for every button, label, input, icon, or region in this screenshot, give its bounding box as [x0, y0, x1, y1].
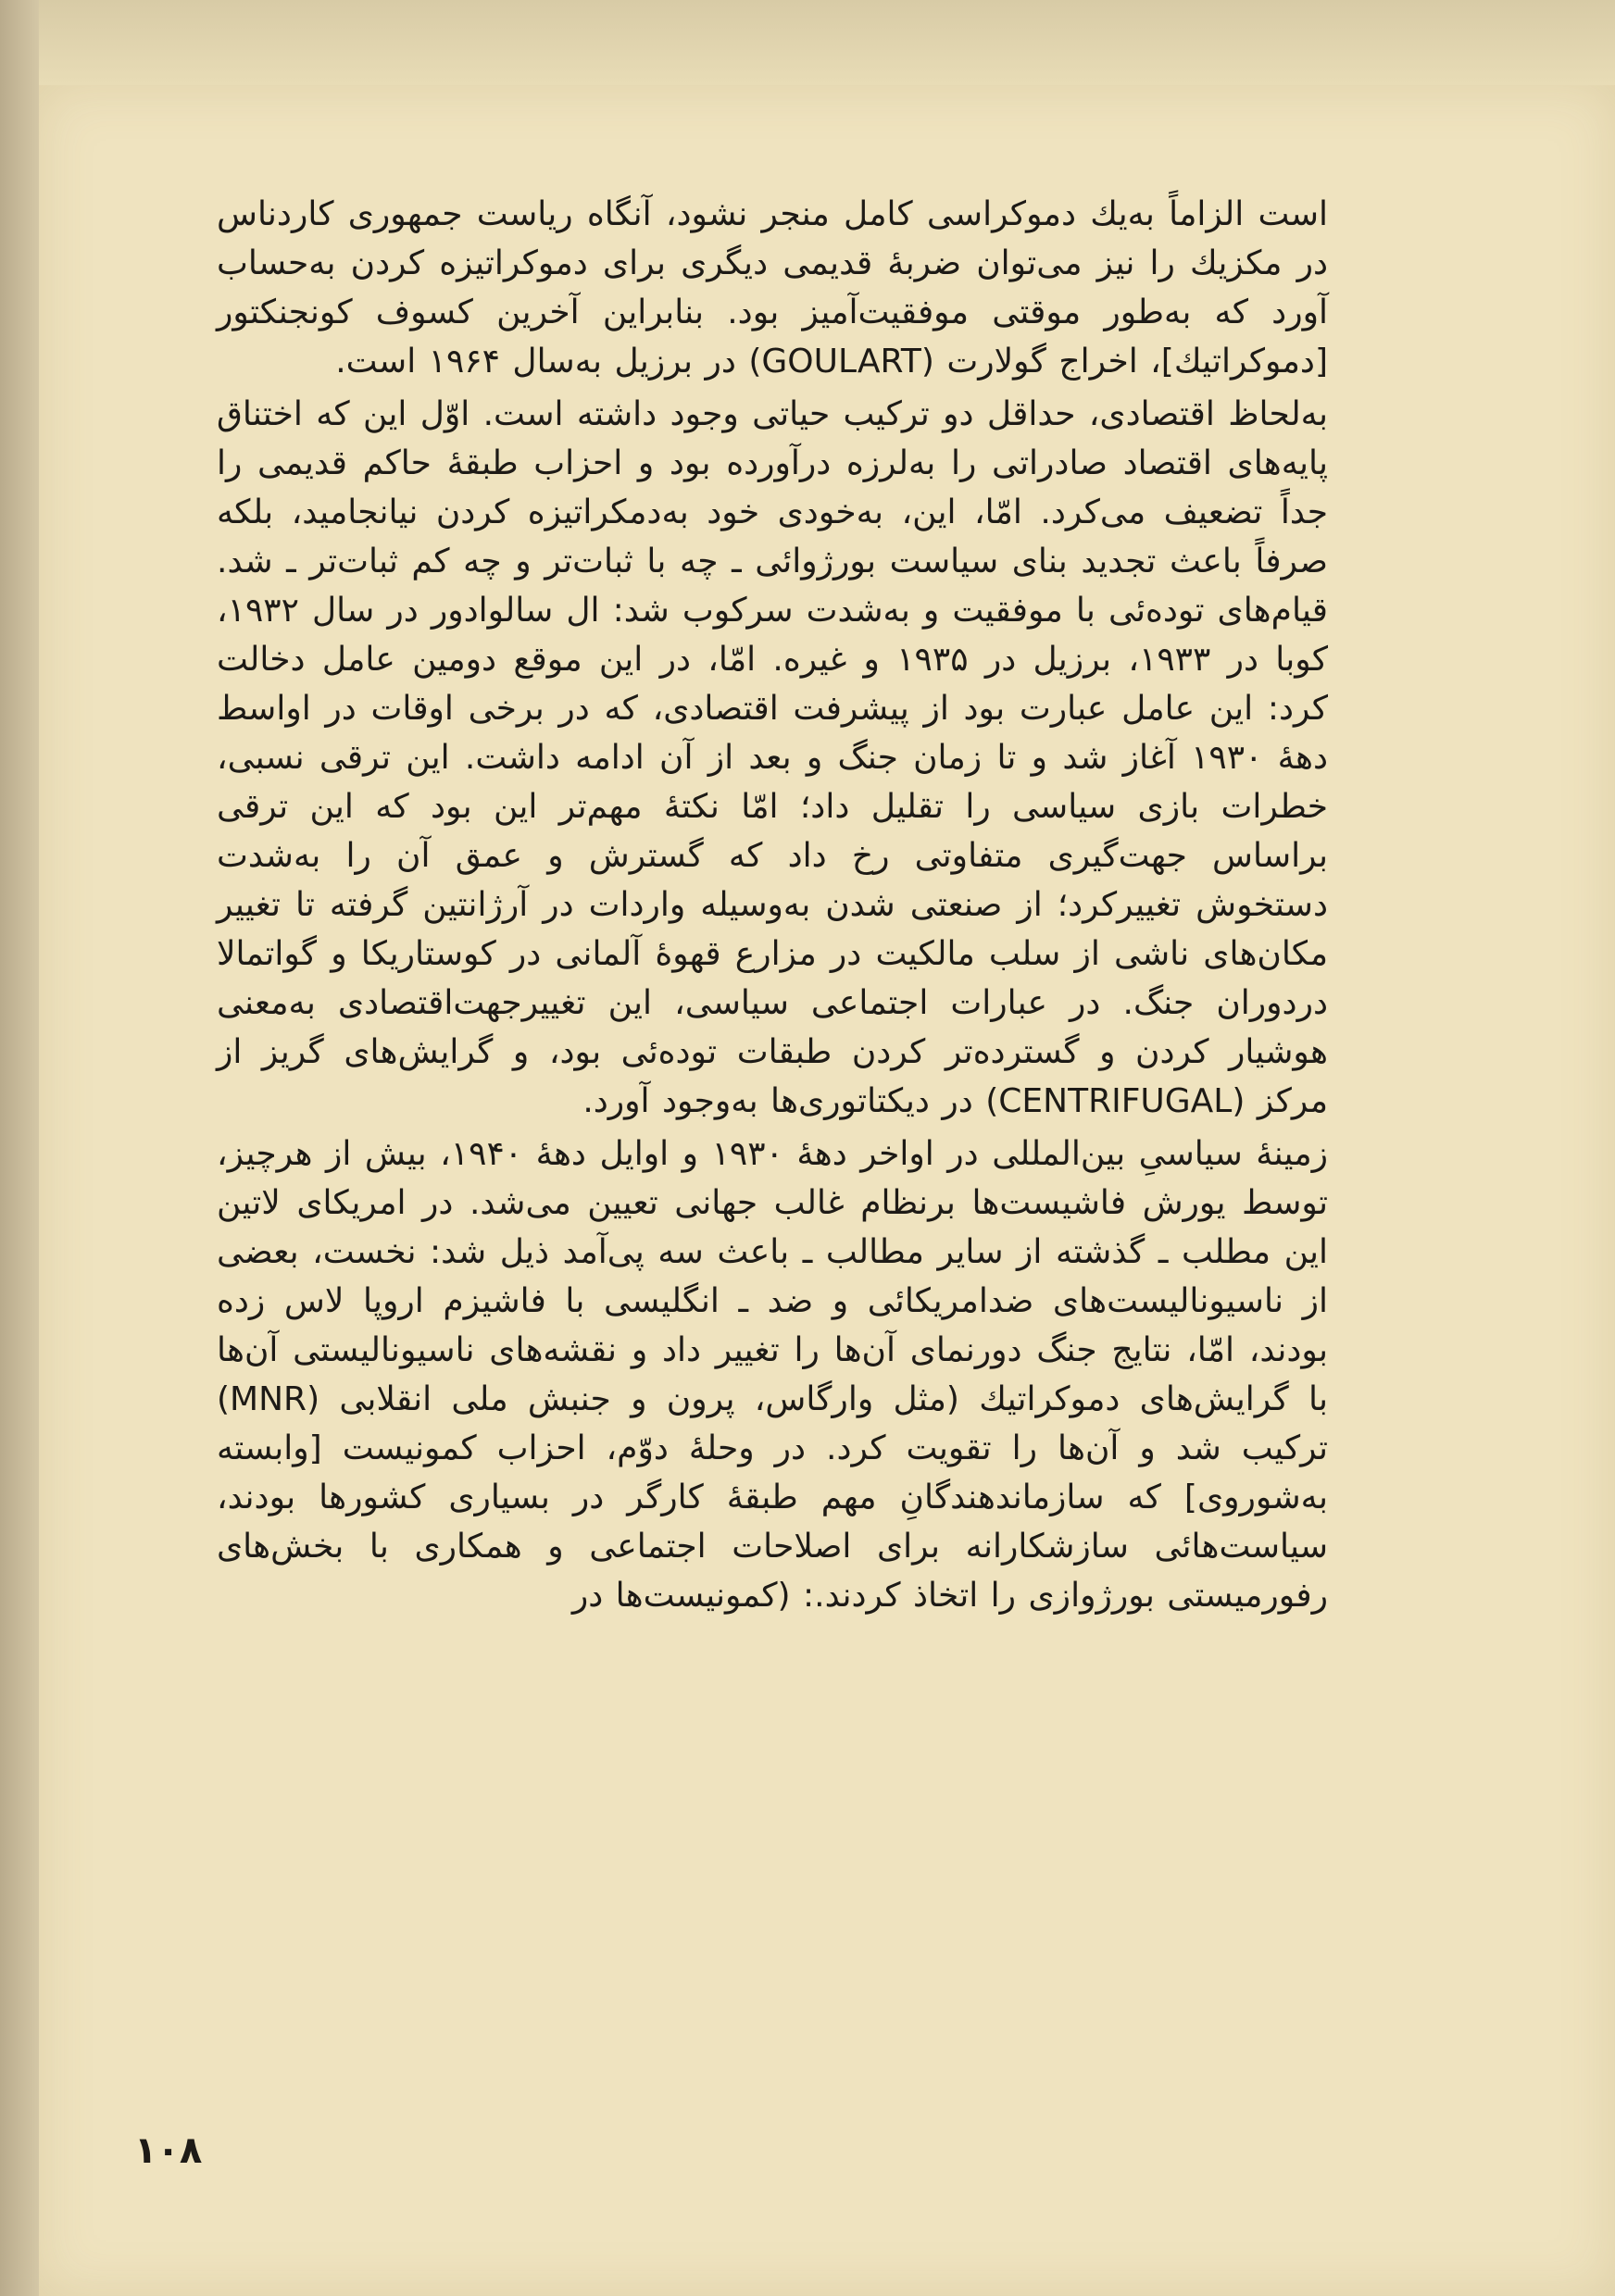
page-number: ۱۰۸ [134, 2129, 203, 2172]
paragraph-2: به‌لحاظ اقتصادی، حداقل دو تركیب حیاتی وجود داشته است. اوّل این كه اختناق پایه‌های اقتصاد صادراتی را به‌لرزه درآورده بود و احزاب طبقهٔ حاكم قدیمی را جداً تضعیف می‌كرد. امّا، این، به‌خودی خود به‌دمكراتیزه كردن نیانجامید، بلكه صرفاً باعث تجدید بنای سیاست بورژوائی ـ چه با ثبات‌تر و چه كم ثبات‌تر ـ شد. قیام‌های توده‌ئی با موفقیت و به‌شدت سركوب شد: ال سالوادور در سال ۱۹۳۲، كوبا در ۱۹۳۳، برزیل در ۱۹۳۵ و غیره. امّا، در این موقع دومین عامل دخالت كرد: این عامل عبارت بود از پیشرفت اقتصادی، كه در برخی اوقات در اواسط دههٔ ۱۹۳۰ آغاز شد و تا زمان جنگ و بعد از آن ادامه داشت. این ترقی نسبی، خطرات بازی سیاسی را تقلیل داد؛ امّا نكتهٔ مهم‌تر این بود كه این ترقی براساس جهت‌گیری متفاوتی رخ داد كه گسترش و عمق آن را به‌شدت دستخوش تغییركرد؛ از صنعتی شدن به‌وسیله واردات در آرژانتین گرفته تا تغییر مكان‌های ناشی از سلب مالكیت در مزارع قهوهٔ آلمانی در كوستاریكا و گواتمالا دردوران جنگ. در عبارات اجتماعی سیاسی، این تغییرجهت‌اقتصادی به‌معنی هوشیار كردن و گسترده‌تر كردن طبقات توده‌ئی بود، و گرایش‌های گریز از مركز (CENTRIFUGAL) در دیكتاتوری‌ها به‌وجود آورد. [217, 395, 1329, 1120]
body-text [217, 190, 1328, 1620]
paragraph-1: است الزاماً به‌یك دموكراسی كامل منجر نشود، آنگاه ریاست جمهوری كاردناس در مكزیك را نیز می‌توان ضربهٔ قدیمی دیگری برای دموكراتیزه كردن به‌حساب آورد كه به‌طور موقتی موفقیت‌آمیز بود. بنابراین آخرین كسوف كونجنكتور [دموكراتیك]، اخراج گولارت (GOULART) در برزیل به‌سال ۱۹۶۴ است. [217, 195, 1328, 381]
page-top-band [39, 0, 1615, 85]
paragraph-3: زمینهٔ سیاسیِ بین‌المللی در اواخر دههٔ ۱۹۳۰ و اوایل دههٔ ۱۹۴۰، بیش از هرچیز، توسط یورش فاشیست‌ها برنظام غالب جهانی تعیین می‌شد. در امریكای لاتین این مطلب ـ گذشته از سایر مطالب ـ باعث سه پی‌آمد ذیل شد: نخست، بعضی از ناسیونالیست‌های ضدامریكائی و ضد ـ انگلیسی با فاشیزم اروپا لاس زده بودند، امّا، نتایج جنگ دورنمای آن‌ها را تغییر داد و نقشه‌های ناسیونالیستی آن‌ها با گرایش‌های دموكراتیك (مثل وارگاس، پرون و جنبش ملی انقلابی (MNR) تركیب شد و آن‌ها را تقویت كرد. در وحلهٔ دوّم، احزاب كمونیست [وابسته به‌شوروی] كه سازماندهندگانِ مهم طبقهٔ كارگر در بسیاری كشورها بودند، سیاست‌هائی سازشكارانه برای اصلاحات اجتماعی و همكاری با بخش‌های رفورمیستی بورژوازی را اتخاذ كردند.: (كمونیست‌ها در [217, 1135, 1329, 1615]
page-left-edge [0, 0, 39, 2296]
